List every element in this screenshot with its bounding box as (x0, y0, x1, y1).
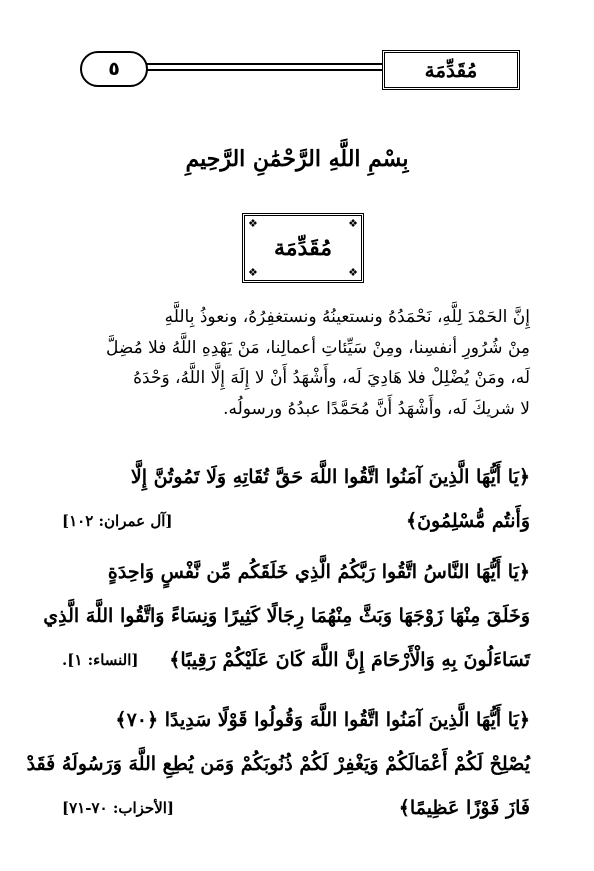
verse-line (62, 698, 530, 742)
ornament-icon: ❖ (348, 266, 358, 279)
verse-reference: [آل عمران: ١٠٢] (62, 512, 173, 530)
verse-text: يُصْلِحْ لَكُمْ أَعْمَالَكُمْ وَيَغْفِرْ لَكُمْ ذُنُوبَكُمْ وَمَن يُطِعِ اللَّهَ وَرَسُولَهُ فَقَدْ (26, 753, 530, 775)
quran-verse (62, 455, 530, 543)
text-line: إِنَّ الحَمْدَ لِلَّهِ، نَحْمَدُهُ ونستعينُهُ ونستغفِرُهُ، ونعوذُ بِاللَّهِ (164, 307, 530, 327)
text-line: لا شريكَ لَه، وأَشْهَدُ أَنَّ مُحَمَّدًا عبدُهُ ورسولُه. (223, 398, 530, 419)
verse-text: ﴿يَا أَيُّهَا الَّذِينَ آمَنُوا اتَّقُوا اللَّهَ وَقُولُوا قَوْلًا سَدِيدًا ﴿٧٠﴾ (115, 709, 530, 731)
verse-text: ﴿يَا أَيُّهَا النَّاسُ اتَّقُوا رَبَّكُمُ الَّذِي خَلَقَكُم مِّن نَّفْسٍ وَاحِدَةٍ (107, 561, 530, 583)
verse-line (62, 455, 530, 499)
verse-line (26, 742, 530, 786)
verse-text: تَسَاءَلُونَ بِهِ وَالْأَرْحَامَ إِنَّ اللَّهَ كَانَ عَلَيْكُمْ رَقِيبًا﴾ (169, 649, 530, 671)
text-line: لَه، ومَنْ يُضْلِلْ فلا هَادِيَ لَه، وأَشْهَدُ أَنْ لا إِلَهَ إِلَّا اللَّهُ، وَحْدَهُ (133, 368, 530, 388)
text-line: مِنْ شُرُورِ أنفسِنا، ومِنْ سَيِّئاتِ أعمالِنا، مَنْ يَهْدِهِ اللَّهُ فلا مُضِلَّ (105, 337, 530, 358)
verse-line (62, 499, 530, 543)
header-rule (120, 69, 410, 71)
verse-line (43, 594, 530, 638)
ornament-icon: ❖ (248, 266, 258, 279)
verse-text: فَازَ فَوْزًا عَظِيمًا﴾ (398, 797, 530, 819)
section-heading: مُقَدِّمَة (273, 235, 333, 261)
header-rule (120, 63, 410, 65)
intro-paragraph (62, 302, 530, 424)
basmala: بِسْمِ اللَّهِ الرَّحْمَٰنِ الرَّحِيمِ (185, 146, 409, 172)
ornament-icon: ❖ (348, 217, 358, 230)
verse-text: ﴿يَا أَيُّهَا الَّذِينَ آمَنُوا اتَّقُوا اللَّهَ حَقَّ تُقَاتِهِ وَلَا تَمُوتُنَّ إِلَّا (130, 466, 530, 488)
ornament-icon: ❖ (248, 217, 258, 230)
verse-text: وَخَلَقَ مِنْهَا زَوْجَهَا وَبَثَّ مِنْهُمَا رِجَالًا كَثِيرًا وَنِسَاءً وَاتَّقُوا اللَّهَ الَّذِي (43, 605, 530, 627)
verse-reference: [النساء: ١]. (62, 651, 139, 669)
verse-line (62, 638, 530, 682)
heading-frame (242, 213, 364, 283)
running-title: مُقَدِّمَة (382, 50, 520, 90)
quran-verse (43, 550, 530, 682)
page-number: ٥ (80, 51, 148, 87)
verse-line (62, 550, 530, 594)
verse-text: وَأَنتُم مُّسْلِمُونَ﴾ (405, 510, 530, 532)
page-header (80, 50, 520, 88)
quran-verse (26, 698, 530, 830)
verse-line (62, 786, 530, 830)
verse-reference: [الأحزاب: ٧٠-٧١] (62, 799, 175, 817)
